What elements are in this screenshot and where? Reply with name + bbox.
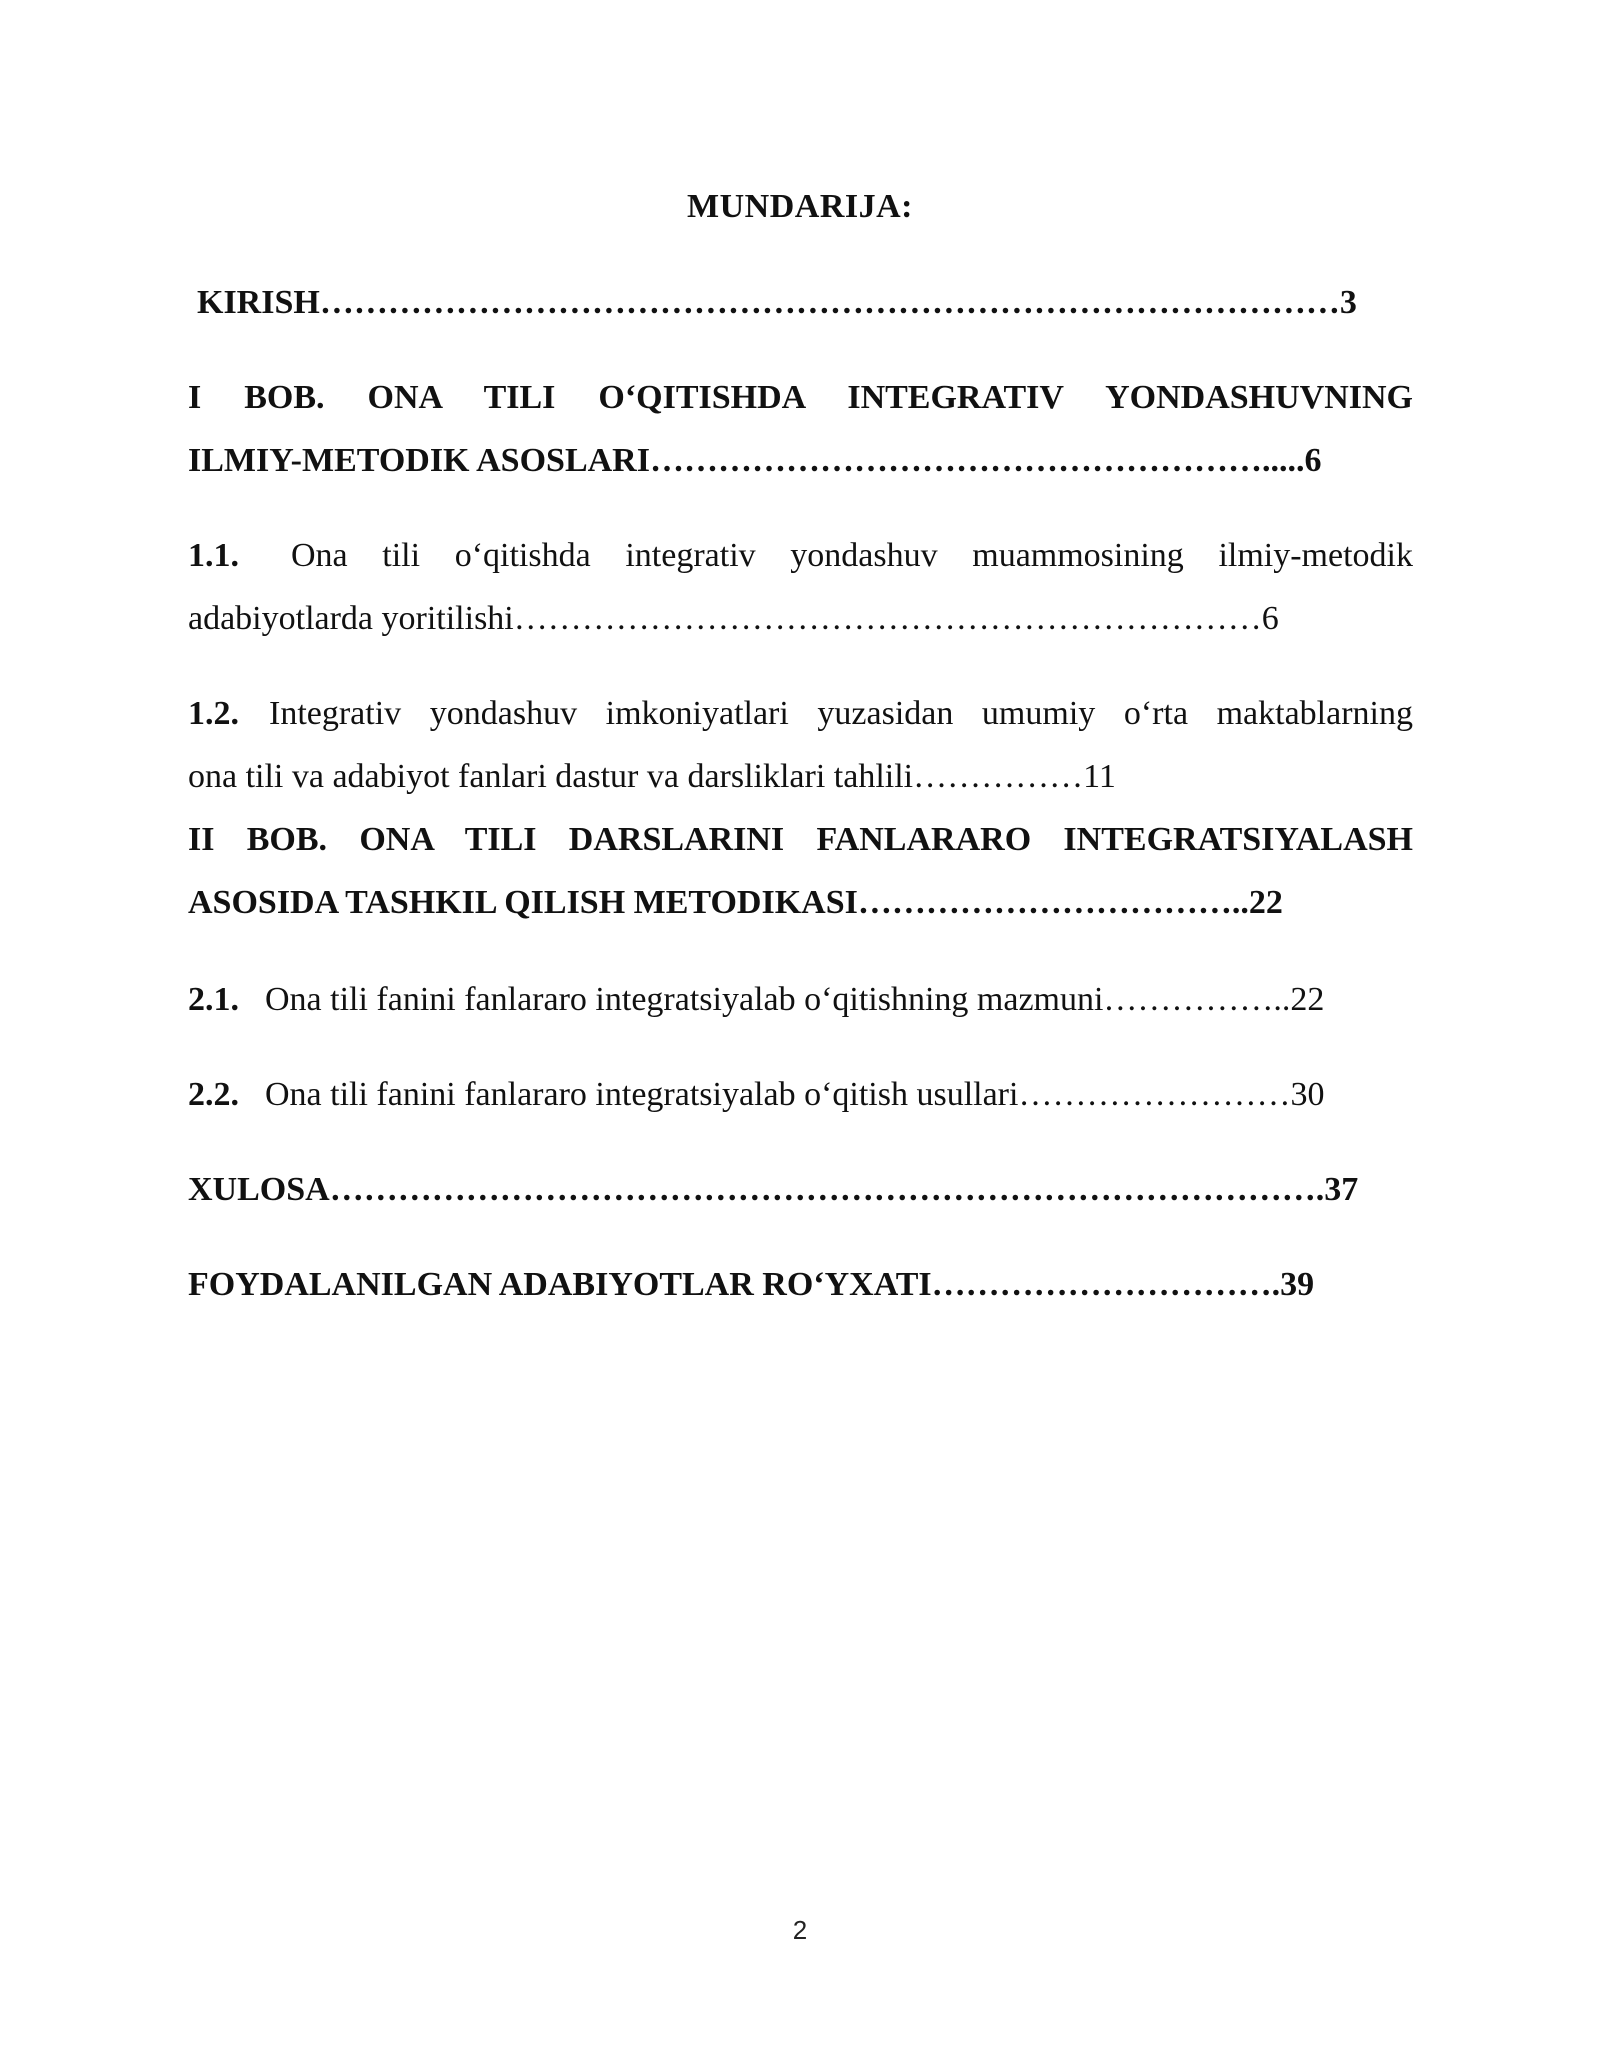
toc-entry-1-1-line-2: adabiyotlarda yoritilishi…………………………………………………………6	[188, 600, 1279, 637]
toc-entry-xulosa	[188, 1158, 1413, 1221]
toc-entry-kirish-text: KIRISH………………………………………………………………………………3	[197, 284, 1357, 321]
toc-entry-1-2-line-1	[188, 682, 1413, 745]
page-number: 2	[792, 1915, 808, 1945]
page-title: MUNDARIJA:	[687, 188, 913, 225]
toc-entry-bob-1-line-2: ILMIY-METODIK ASOSLARI……………………………………………….....6	[188, 442, 1322, 479]
toc-entry-1-1	[188, 524, 1413, 650]
toc-entry-2-1	[188, 968, 1413, 1031]
toc-entry-1-1-line-1	[188, 524, 1413, 587]
toc-entry-2-2	[188, 1063, 1413, 1126]
toc-entry-bob-2-line-2: ASOSIDA TASHKIL QILISH METODIKASI……………………………..22	[188, 884, 1283, 921]
toc-entry-2-2-number: 2.2.	[188, 1076, 239, 1113]
toc-entry-2-1-line	[188, 968, 1413, 1031]
toc-entry-bob-1-line-1: I BOB. ONA TILI O‘QITISHDA INTEGRATIV YONDASHUVNING	[188, 379, 1413, 416]
toc-entry-1-1-number: 1.1.	[188, 537, 239, 574]
toc-entry-xulosa-text: XULOSA…………………………………………………………………………….37	[188, 1171, 1359, 1208]
toc-entry-2-2-line	[188, 1063, 1413, 1126]
toc-entry-2-2-title: Ona tili fanini fanlararo integratsiyalab o‘qitish usullari……………………30	[265, 1076, 1325, 1113]
toc-entry-bob-1	[188, 366, 1413, 492]
toc-entry-2-1-number: 2.1.	[188, 981, 239, 1018]
toc-entry-1-2-title: Integrativ yondashuv imkoniyatlari yuzasidan umumiy o‘rta maktablarning	[269, 695, 1413, 732]
toc-entry-adabiyotlar	[188, 1253, 1413, 1316]
toc-entry-1-2	[188, 682, 1413, 808]
toc-entry-1-2-number: 1.2.	[188, 695, 239, 732]
toc-entry-1-1-title: Ona tili o‘qitishda integrativ yondashuv muammosining ilmiy-metodik	[291, 537, 1413, 574]
toc-entry-bob-2-line-1: II BOB. ONA TILI DARSLARINI FANLARARO INTEGRATSIYALASH	[188, 821, 1413, 858]
toc-entry-1-2-line-2: ona tili va adabiyot fanlari dastur va darsliklari tahlili……………11	[188, 758, 1116, 795]
toc-entry-adabiyotlar-text: FOYDALANILGAN ADABIYOTLAR RO‘YXATI………………………….39	[188, 1266, 1315, 1303]
toc-entry-2-1-title: Ona tili fanini fanlararo integratsiyalab o‘qitishning mazmuni……………..22	[265, 981, 1325, 1018]
toc-entry-bob-2	[188, 808, 1413, 934]
toc-entry-kirish	[197, 271, 1413, 334]
